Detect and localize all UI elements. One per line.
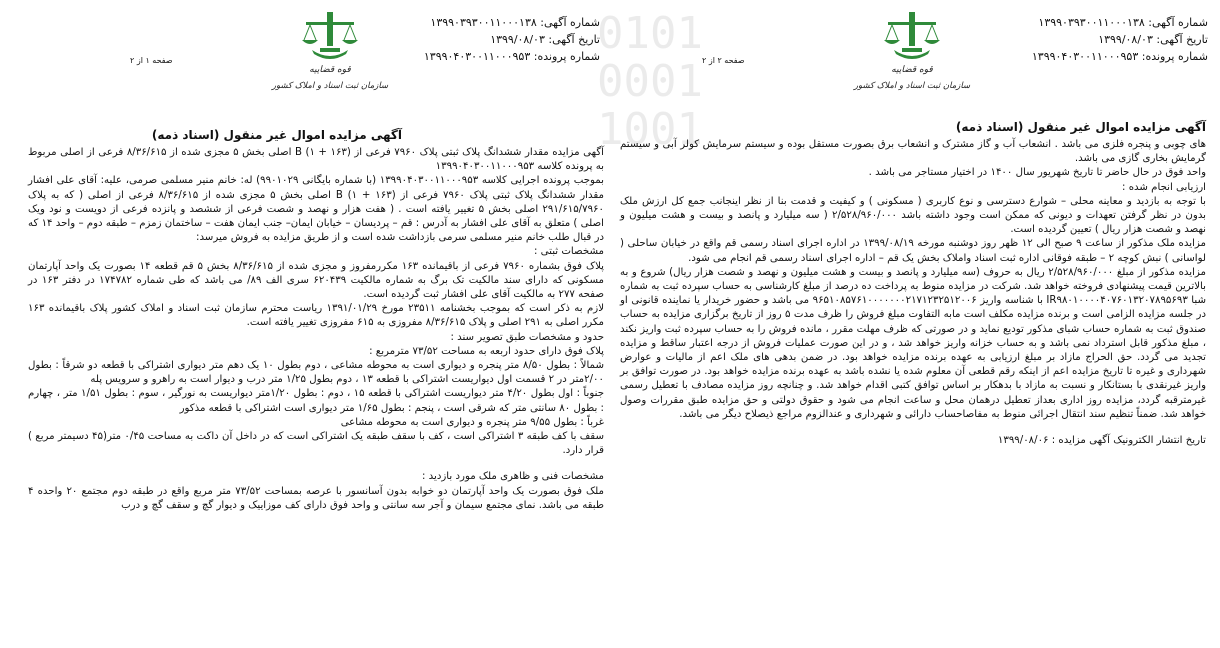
announcement-meta [1032,14,1208,65]
case-number: شماره پرونده: ۱۳۹۹۰۴۰۳۰۰۱۱۰۰۰۹۵۳ [423,50,600,63]
document-body [28,146,604,513]
paragraph: واحد فوق در حال حاضر تا تاریخ شهریور سال ۱۴۰۰ در اختیار مستاجر می باشد . [868,167,1206,179]
paragraph: های چوبی و پنجره فلزی می باشد . انشعاب آب و گاز مشترک و انشعاب برق بصورت مستقل بوده و سیستم سرمایش کولر آبی و سیستم گرمایش بخاری گازی می باشد. [620,139,1206,165]
page-number: صفحه ۲ از ۲ [702,56,745,65]
paragraph: پلاک فوق بشماره ۷۹۶۰ فرعی از باقیمانده ۱۶۳ مکررمفروز و مجزی شده از ۸/۳۶/۶۱۵ بخش ۵ قم قطعه ۱۴ بصورت یک واحد آپارتمان مسکونی که دارای سند مالکیت تک برگ به شماره مالکیت ۶۲۰۴۳۹ سری الف ۸۹/ می باشد که طی شماره ۱۷۴۷۸۲ در دفتر ۱۶۳ در صفحه ۲۷۷ به مالکیت آقای علی افشار ثبت گردیده است. [28,260,604,301]
paragraph: مزایده مذکور از مبلغ ۲/۵۲۸/۹۶۰/۰۰۰ ریال به حروف (سه میلیارد و پانصد و بیست و هشت میلیون و نهصد و شصت هزار ریال) شروع و به بالاترین قیمت پیشنهادی فروخته خواهد شد. شرکت در مزایده منوط به پرداخت ده درصد از مبلغ کارشناسی به حساب سپرده ثبت به شماره شبا IR۹۸۰۱۰۰۰۰۴۰۷۶۰۱۳۲۰۷۸۹۵۶۹۳ با شناسه واریز ۹۶۵۱۰۸۵۷۶۱۰۰۰۰۰۰۰۲۱۷۱۲۳۲۵۱۲۰۰۶ می باشد و حضور خریدار یا نماینده قانونی او در جلسه مزایده الزامی است و برنده مزایده مکلف است مابه التفاوت مبلغ فروش را ظرف مدت ۵ روز از تاریخ برگزاری مزایده به حساب صندوق ثبت به شماره حساب شبای مذکور تودیع نماید و در صورتی که ظرف مهلت مقرر ، مانده فروش را به حساب سپرده ثبت واریز نکند ، مبلغ مذکور قابل استرداد نمی باشد و به حساب خزانه واریز خواهد شد ، و در این صورت عملیات فروش از درجه اعتبار ساقط و مزایده تجدید می گردد. حق الحراج مازاد بر مبلغ ارزیابی به عهده برنده مزایده خواهد بود. در ضمن بدهی های ملک اعم از مالیات و عوارض شهرداری و غیره تا تاریخ مزایده اعم از اینکه رقم قطعی آن معلوم شده یا نشده باشد به عهده برنده مزایده خواهد بود. در صورت توافق بر واریز غیرنقدی با بستانکار و نسبت به مازاد با بدهکار بر اساس توافق کتبی اقدام خواهد شد. و چنانچه روز مزایده مصادف با تعطیل رسمی غیرمترقبه گردد، مزایده روز اداری بعداز تعطیل درهمان محل و ساعت انجام می شود و حقوق دولتی و حق مزایده طبق مقررات وصول خواهد شد. ضمناً تنظیم سند انتقال اجرائی منوط به مفاصاحساب دارائی و شهرداری و عندالزوم مراجع ذیصلاح دیگر می باشد. [620,266,1207,420]
judiciary-emblem-icon [842,8,982,94]
page-number: صفحه ۱ از ۲ [130,56,173,65]
document-title: آگهی مزایده اموال غیر منقول (اسناد ذمه) [151,128,402,142]
spacer [28,458,604,470]
paragraph: مزایده ملک مذکور از ساعت ۹ صبح الی ۱۲ ظهر روز دوشنبه مورخه ۱۳۹۹/۰۸/۱۹ در اداره اجرای اسناد رسمی قم واقع در خیابان ساحلی ( لواسانی ) نبش کوچه ۲ – طبقه فوقانی اداره ثبت اسناد واملاک بخش یک قم – اداره اجرای اسناد رسمی قم انجام می شود. [620,238,1206,264]
spacer [620,422,1206,434]
emblem-caption-organization: سازمان ثبت اسناد و املاک کشور [853,81,971,91]
paragraph: جنوباً : اول بطول ۴/۲۰ متر دیواریست اشتراکی با قطعه ۱۵ ، دوم : بطول ۱/۲۰متر دیواریست به نورگیر ، سوم : بطول ۱/۵۱ متر ، چهارم : بطول ۸۰ سانتی متر که شرقی است ، پنجم : بطول ۱/۶۵ متر دیواری است اشتراکی با قطعه مذکور [28,388,604,414]
publication-date: تاریخ انتشار الکترونیک آگهی مزایده : ۱۳۹۹/۰۸/۰۶ [997,435,1206,447]
paragraph: شمالاً : بطول ۸/۵۰ متر پنجره و دیواری است به محوطه مشاعی ، دوم بطول ۱۰ یک دهم متر دیواری اشتراکی با قطعه دو شرقاً : بطول ۲/۰۰متر در ۲ قسمت اول دیواریست اشتراکی با قطعه ۱۳ ، دوم بطول ۱/۲۵ متر درب و دیوار است به راهرو و سرویس پله [28,360,604,386]
case-number: شماره پرونده: ۱۳۹۹۰۴۰۳۰۰۱۱۰۰۰۹۵۳ [1031,50,1208,63]
paragraph: سقف با کف طبقه ۳ اشتراکی است ، کف با سقف طبقه یک اشتراکی است که در داخل آن داکت به مساحت ۰/۴۵ متر(۴۵ دسیمتر مربع ) قرار دارد. [28,431,604,457]
announcement-number: شماره آگهی: ۱۳۹۹۰۳۹۳۰۰۱۱۰۰۰۱۳۸ [430,16,600,29]
paragraph: پلاک فوق دارای حدود اربعه به مساحت ۷۳/۵۲ مترمربع : [369,345,604,357]
judiciary-emblem-icon [260,8,400,94]
emblem-caption-judiciary: قوه قضاییه [891,65,933,75]
watermark: 0101 0001 1001 [597,8,703,155]
emblem-caption-organization: سازمان ثبت اسناد و املاک کشور [271,81,389,91]
announcement-date: تاریخ آگهی: ۱۳۹۹/۰۸/۰۳ [1098,33,1208,46]
paragraph: مشخصات فنی و ظاهری ملک مورد بازدید : [422,471,604,483]
paragraph: غرباً : بطول ۹/۵۵ متر پنجره و دیواری است به محوطه مشاعی [340,416,604,428]
announcement-date: تاریخ آگهی: ۱۳۹۹/۰۸/۰۳ [490,33,600,46]
emblem-caption-judiciary: قوه قضاییه [309,65,351,75]
announcement-number: شماره آگهی: ۱۳۹۹۰۳۹۳۰۰۱۱۰۰۰۱۳۸ [1038,16,1208,29]
paragraph: بموجب پرونده اجرایی کلاسه ۱۳۹۹۰۴۰۳۰۰۱۱۰۰۰۹۵۳ (با شماره بایگانی ۹۹۰۱۰۲۹) له: خانم منیر مسلمی صرمی، علیه: آقای علی افشار مقدار ششدانگ پلاک ثبتی پلاک ۷۹۶۰ فرعی از (۱۶۳ + ۱) B اصلی بخش ۵ مجزی شده از ۸/۳۶/۶۱۵ فرعی از اصلی ( که به پلاک ۲۹۱/۶۱۵/۷۹۶۰ اصلی بخش ۵ تغییر یافته است . ( هفت هزار و نهصد و شصت فرعی از ششصد و پانزده فرعی از دویست و نود ویک اصلی ) متعلق به آقای علی افشار به آدرس : قم – پردیسان – خیابان ایمان– جنب ایمان هفت – ساختمان زمزم – طبقه دوم – واحد ۱۴ که در قبال طلب خانم منیر مسلمی سرمی بازداشت شده است و از طریق مزایده به فروش میرسد: [28,175,604,244]
announcement-meta [424,14,600,65]
document-page-2 [612,0,1220,648]
document-title: آگهی مزایده اموال غیر منقول (اسناد ذمه) [955,120,1206,134]
paragraph: با توجه به بازدید و معاینه محلی – شوارع دسترسی و نوع کاربری ( مسکونی ) و کیفیت و قدمت بنا از نظر اینجانب جمع کل ارزش ملک بدون در نظر گرفتن تعهدات و دیونی که ممکن است وجود داشته باشد ۲/۵۲۸/۹۶۰/۰۰۰ ( سه میلیارد و پانصد و بیست و هشت میلیون و نهصد و شصت هزار ریال ) تعیین گردیده است. [620,195,1206,236]
paragraph: مشخصات ثبتی : [533,246,604,258]
paragraph: آگهی مزایده مقدار ششدانگ پلاک ثبتی پلاک ۷۹۶۰ فرعی از (۱۶۳ + ۱) B اصلی بخش ۵ مجزی شده از ۸/۳۶/۶۱۵ فرعی از اصلی مربوط به پرونده کلاسه ۱۳۹۹۰۴۰۳۰۰۱۱۰۰۰۹۵۳ [28,147,605,173]
paragraph: لازم به ذکر است که بموجب بخشنامه ۲۳۵۱۱ مورخ ۱۳۹۱/۰۱/۲۹ ریاست محترم سازمان ثبت اسناد و املاک کشور پلاک باقیمانده ۱۶۳ مکرر اصلی به ۲۹۱ اصلی و پلاک ۸/۳۶/۶۱۵ مفروزی به ۶۱۵ مفروزی تغییر یافته است. [28,303,605,329]
paragraph: ارزیابی انجام شده : [1122,181,1206,193]
paragraph: ملک فوق بصورت یک واحد آپارتمان دو خوابه بدون آسانسور با عرصه بمساحت ۷۳/۵۲ متر مربع واقع در طبقه دوم مجتمع ۲۰ واحده ۴ طبقه می باشد. نمای مجتمع سیمان و آجر سه سانتی و واحد فوق دارای کف موزاییک و دیوار گچ و سقف گچ و درب [28,485,604,511]
document-body [620,138,1206,448]
paragraph: حدود و مشخصات طبق تصویر سند : [450,331,604,343]
